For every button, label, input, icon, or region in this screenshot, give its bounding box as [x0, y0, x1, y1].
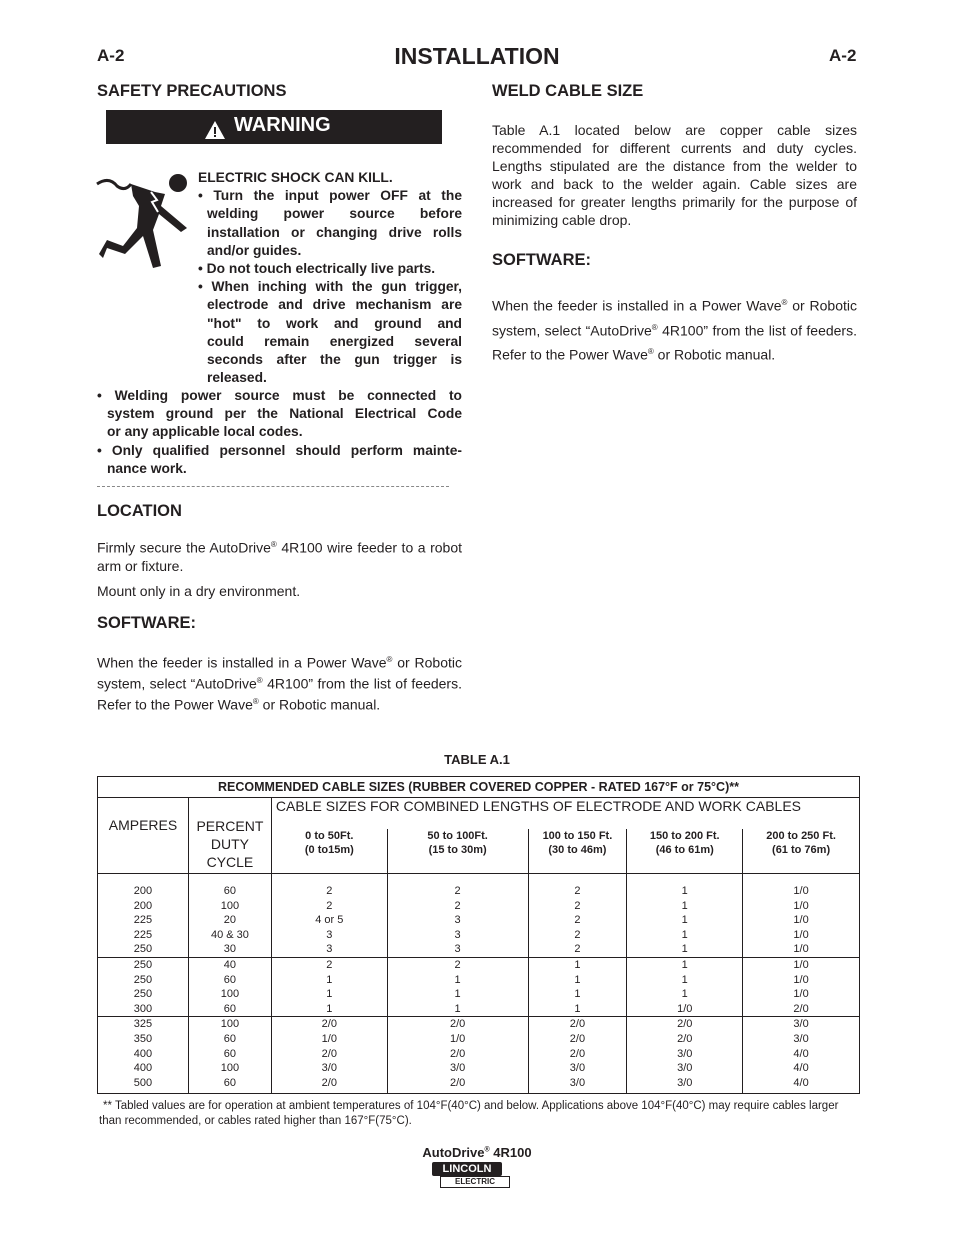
cell-value: 1/0 [793, 958, 809, 971]
length-header-line: (30 to 46m) [548, 843, 607, 856]
cell-value: 1/0 [449, 1032, 466, 1045]
cell-value: 2 [574, 914, 581, 927]
cell-value: 2 [326, 885, 333, 897]
length-header-line: (61 to 76m) [772, 843, 831, 856]
cell-value: 1/0 [793, 973, 809, 986]
inner-bullet-list [198, 187, 462, 387]
cell-value: 100 [220, 1018, 240, 1031]
cell-value: 1/0 [677, 1002, 693, 1015]
cell-value: 4/0 [793, 1047, 809, 1060]
length-header [387, 829, 528, 874]
cell-value: 1 [681, 958, 688, 971]
length-header-line: 0 to 50Ft. [305, 829, 354, 842]
cell-value: 1 [574, 1002, 581, 1015]
sw-right-t1: When the feeder is installed in a Power Wave [492, 297, 782, 314]
table-row-group [98, 957, 860, 1016]
cell-value: 500 [133, 1076, 153, 1089]
sw-left-t3: 4R100” from the list of feeders. Refer to the Power Wave [97, 675, 462, 713]
bullet-line: • Only qualified personnel should perform mainte- [97, 442, 462, 458]
table-cell [98, 1017, 189, 1094]
cell-value: 400 [133, 1062, 153, 1075]
cell-value: 1 [681, 943, 688, 956]
cell-value: 3/0 [449, 1062, 466, 1075]
cell-value: 2/0 [793, 1002, 809, 1015]
table-cell [271, 1017, 387, 1094]
logo-bottom: ELECTRIC [440, 1176, 510, 1188]
table-cell [627, 874, 743, 958]
cell-value: 1 [681, 973, 688, 986]
cell-value: 1 [681, 885, 688, 897]
table-cell [387, 957, 528, 1016]
cell-value: 250 [133, 988, 153, 1001]
cell-value: 250 [133, 973, 153, 986]
bullet-item [97, 387, 462, 442]
weld-cable-paragraph: Table A.1 located below are copper cable sizes recommended for different currents and duty cycles. Lengths stipulated are the distance from the welder to work and back to the welder again. Cable sizes are increased for greater lengths primarily for the purpose of minimizing cable drop. [492, 122, 857, 228]
sw-left-t4: or Robotic manual. [258, 696, 381, 713]
bullet-item [198, 260, 462, 278]
length-header-line: 200 to 250 Ft. [766, 829, 836, 842]
bullet-line: • Do not touch electrically live parts. [198, 261, 436, 277]
cell-value: 2/0 [321, 1018, 337, 1031]
cell-value: 2/0 [449, 1076, 466, 1089]
cell-value: 20 [223, 914, 237, 927]
location-text-b: 4R100 wire feeder to a robot arm or fixture. [97, 539, 462, 575]
cell-value: 3/0 [677, 1062, 693, 1075]
table-caption: TABLE A.1 [444, 752, 510, 767]
cell-value: 60 [223, 1002, 237, 1015]
cell-value: 60 [223, 1032, 237, 1045]
cell-value: 60 [223, 1076, 237, 1089]
sw-left-t2: or Robotic system, select “AutoDrive [97, 654, 462, 692]
software-paragraph-left [97, 651, 462, 714]
cell-value: 2/0 [449, 1018, 466, 1031]
cell-value: 1 [326, 988, 333, 1001]
location-paragraph-1 [97, 536, 462, 576]
cell-value: 3 [326, 928, 333, 941]
cell-value: 3 [454, 943, 461, 956]
col-header-amperes: AMPERES [98, 798, 189, 874]
duty-header-line: DUTY [210, 836, 249, 852]
section-divider [97, 486, 449, 487]
cell-value: 30 [223, 943, 237, 956]
length-header-line: 100 to 150 Ft. [542, 829, 613, 842]
table-cell [188, 957, 271, 1016]
cell-value: 2/0 [321, 1076, 337, 1089]
cell-value: 2 [454, 899, 461, 912]
cell-value: 1/0 [793, 885, 809, 897]
footer-product [0, 1145, 954, 1160]
bullet-line: "hot" to work and ground and [207, 315, 462, 331]
cell-value: 100 [220, 899, 240, 912]
cell-value: 1/0 [793, 899, 809, 912]
cell-value: 1 [454, 988, 461, 1001]
location-text-a: Firmly secure the AutoDrive [97, 539, 271, 556]
cell-value: 2 [574, 928, 581, 941]
cell-value: 1/0 [793, 914, 809, 927]
weld-cable-heading: WELD CABLE SIZE [492, 82, 644, 100]
cell-value: 3/0 [321, 1062, 337, 1075]
length-header [627, 829, 743, 874]
table-cell [528, 874, 627, 958]
bullet-line: installation or changing drive rolls [207, 224, 462, 240]
registered-mark: ® [781, 298, 788, 307]
bullet-line: system ground per the National Electrical Code [107, 406, 462, 422]
table-cell [387, 874, 528, 958]
footer-product-b: 4R100 [489, 1145, 532, 1160]
cell-value: 3/0 [793, 1032, 809, 1045]
span-header: CABLE SIZES FOR COMBINED LENGTHS OF ELECTRODE AND WORK CABLES [271, 798, 859, 829]
table-cell [528, 957, 627, 1016]
page-title: INSTALLATION [394, 43, 560, 69]
length-header [528, 829, 627, 874]
cell-value: 1/0 [793, 988, 809, 1001]
bullet-line: electrode and drive mechanism are [207, 297, 462, 313]
table-footnote: ** Tabled values are for operation at ambient temperatures of 104°F(40°C) and below. Applications above 104°F(40°C) may require cables larger than recommended, or cables rated higher than 167°F(75°C). [99, 1100, 839, 1127]
cell-value: 1/0 [793, 928, 809, 941]
cell-value: 4/0 [793, 1062, 809, 1075]
cell-value: 3/0 [569, 1062, 586, 1075]
cell-value: 4 or 5 [315, 914, 344, 927]
col-header-duty-cycle [188, 798, 271, 874]
table-cell [627, 957, 743, 1016]
warning-banner [106, 110, 442, 144]
registered-mark: ® [252, 697, 259, 707]
cell-value: 1 [681, 928, 688, 941]
cell-value: 3 [454, 928, 461, 941]
cell-value: 1/0 [793, 943, 809, 956]
cell-value: 2/0 [677, 1032, 693, 1045]
table-cell [188, 874, 271, 958]
cell-value: 100 [220, 1062, 240, 1075]
cell-value: 2 [326, 899, 333, 912]
cell-value: 1 [454, 973, 461, 986]
cell-value: 2/0 [321, 1047, 337, 1060]
cell-value: 40 & 30 [210, 928, 249, 941]
length-header [271, 829, 387, 874]
table-cell [743, 874, 860, 958]
cell-value: 3/0 [793, 1018, 809, 1031]
shock-title: ELECTRIC SHOCK CAN KILL. [198, 170, 393, 185]
bullet-line: seconds after the gun trigger is [207, 352, 462, 368]
cell-value: 325 [133, 1018, 153, 1031]
cell-value: 1 [574, 988, 581, 1001]
cell-value: 2/0 [449, 1047, 466, 1060]
cell-value: 225 [133, 914, 153, 927]
cell-value: 2/0 [569, 1018, 586, 1031]
cell-value: 2 [454, 885, 461, 897]
safety-heading: SAFETY PRECAUTIONS [97, 82, 287, 100]
cell-value: 2/0 [569, 1047, 586, 1060]
cell-value: 2/0 [677, 1018, 693, 1031]
bullet-line: and/or guides. [207, 242, 302, 258]
cell-value: 4/0 [793, 1076, 809, 1089]
bullet-item [198, 278, 462, 387]
cell-value: 200 [133, 885, 153, 897]
cell-value: 1 [326, 973, 333, 986]
cell-value: 1/0 [321, 1032, 337, 1045]
cell-value: 200 [133, 899, 153, 912]
location-heading: LOCATION [97, 502, 182, 520]
registered-mark: ® [256, 676, 263, 686]
cell-value: 2 [574, 885, 581, 897]
page-number-left: A-2 [97, 46, 125, 65]
cell-value: 100 [220, 988, 240, 1001]
length-header-line: 150 to 200 Ft. [649, 829, 720, 842]
table-row-group [98, 874, 860, 958]
table-body [98, 874, 860, 1094]
table-cell [188, 1017, 271, 1094]
cell-value: 400 [133, 1047, 153, 1060]
table-row-group [98, 1017, 860, 1094]
cell-value: 60 [223, 973, 237, 986]
software-paragraph-right [492, 292, 857, 366]
table-cell [743, 1017, 860, 1094]
cell-value: 2 [326, 958, 333, 971]
software-heading-right: SOFTWARE: [492, 251, 591, 269]
page-number-right: A-2 [829, 46, 857, 65]
bullet-line: • Welding power source must be connected to [97, 388, 462, 403]
sw-right-t4: or Robotic manual. [653, 346, 776, 363]
cell-value: 1 [454, 1002, 461, 1015]
table-title: RECOMMENDED CABLE SIZES (RUBBER COVERED COPPER - RATED 167°F or 75°C)** [98, 777, 860, 798]
registered-mark: ® [386, 655, 393, 664]
cell-value: 60 [223, 1047, 237, 1060]
bullet-item [97, 442, 462, 478]
registered-mark: ® [651, 322, 658, 332]
table-cell [743, 957, 860, 1016]
table-cell [271, 957, 387, 1016]
bullet-line: released. [207, 370, 267, 386]
bullet-item [198, 187, 462, 260]
length-header-line: 50 to 100Ft. [427, 829, 488, 842]
length-header-line: (15 to 30m) [428, 843, 487, 856]
duty-header-line: CYCLE [206, 854, 254, 870]
duty-header-line: PERCENT [196, 818, 264, 834]
warning-triangle-icon [204, 120, 226, 140]
location-paragraph-2: Mount only in a dry environment. [97, 583, 301, 599]
cell-value: 60 [223, 885, 237, 897]
cell-value: 2 [574, 943, 581, 956]
cell-value: 1 [326, 1002, 333, 1015]
cell-value: 1 [681, 899, 688, 912]
cell-value: 2 [574, 899, 581, 912]
cell-value: 1 [574, 973, 581, 986]
length-header [743, 829, 860, 874]
cell-value: 3/0 [677, 1076, 693, 1089]
outer-bullet-list [97, 387, 462, 478]
warning-label: WARNING [234, 114, 331, 136]
cell-value: 2 [454, 958, 461, 971]
cell-value: 2/0 [569, 1032, 586, 1045]
bullet-line: or any applicable local codes. [107, 424, 303, 440]
cell-value: 1 [681, 914, 688, 927]
sw-left-t1: When the feeder is installed in a Power Wave [97, 654, 387, 671]
cell-value: 250 [133, 943, 153, 956]
cell-value: 3/0 [677, 1047, 693, 1060]
lincoln-electric-logo [432, 1162, 510, 1188]
software-heading-left: SOFTWARE: [97, 614, 196, 632]
cell-value: 250 [133, 958, 153, 971]
table-cell [98, 874, 189, 958]
sw-right-t3: 4R100” from the list of feeders. Refer to the Power Wave [492, 322, 857, 363]
bullet-line: welding power source before [207, 206, 462, 222]
cell-value: 225 [133, 928, 153, 941]
bullet-line: • When inching with the gun trigger, [198, 279, 462, 295]
table-cell [627, 1017, 743, 1094]
length-header-line: (46 to 61m) [655, 843, 714, 856]
registered-mark: ® [484, 1146, 490, 1154]
cell-value: 40 [223, 958, 237, 971]
bullet-line: nance work. [107, 460, 187, 476]
table-cell [528, 1017, 627, 1094]
cell-value: 3 [326, 943, 333, 956]
sw-right-t2: or Robotic system, select “AutoDrive [492, 297, 857, 339]
registered-mark: ® [647, 347, 654, 357]
logo-top: LINCOLN [432, 1162, 502, 1176]
cell-value: 300 [133, 1002, 153, 1015]
registered-mark: ® [270, 540, 277, 549]
table-cell [387, 1017, 528, 1094]
table-cell [271, 874, 387, 958]
cell-value: 350 [133, 1032, 153, 1045]
cable-size-table [97, 776, 860, 1094]
bullet-line: could remain energized several [207, 333, 462, 349]
bullet-line: • Turn the input power OFF at the [198, 188, 462, 204]
length-header-line: (0 to15m) [304, 843, 354, 856]
footer-product-a: AutoDrive [422, 1145, 485, 1160]
cell-value: 3 [454, 914, 461, 927]
cell-value: 1 [574, 958, 581, 971]
cell-value: 3/0 [569, 1076, 586, 1089]
electric-shock-icon [95, 170, 195, 270]
table-cell [98, 957, 189, 1016]
cell-value: 1 [681, 988, 688, 1001]
